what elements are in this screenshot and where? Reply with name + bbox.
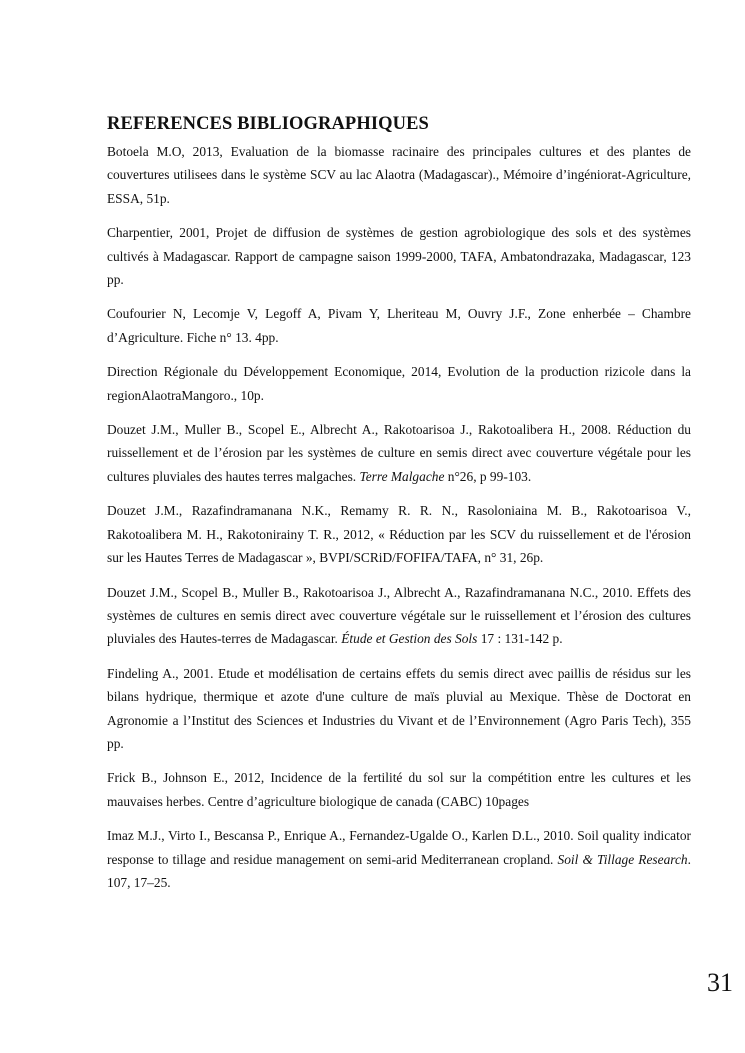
reference-entry [107,581,691,651]
reference-entry [107,499,691,569]
reference-text: Botoela M.O, 2013, Evaluation de la biomasse racinaire des principales cultures et des plantes de couvertures utilisees dans le système SCV au lac Alaotra (Madagascar)., Mémoire d’ingéniorat-Agriculture, ESSA, 51p. [107,144,691,206]
reference-text: Frick B., Johnson E., 2012, Incidence de la fertilité du sol sur la compétition entre les cultures et les mauvaises herbes. Centre d’agriculture biologique de canada (CABC) 10pages [107,770,691,809]
reference-entry [107,360,691,407]
reference-text: Findeling A., 2001. Etude et modélisation de certains effets du semis direct avec paillis de résidus sur les bilans hydrique, thermique et azote d'une culture de maïs pluvial au Mexique. Thèse de Doctorat en Agronomie a l’Institut des Sciences et Industries du Vivant et de l’Environnement (Agro Paris Tech), 355 pp. [107,665,691,751]
reference-entry [107,140,691,210]
reference-suffix: n°26, p 99-103. [444,468,532,484]
reference-entry [107,302,691,349]
page-number: 31 [707,968,733,997]
reference-text: Charpentier, 2001, Projet de diffusion de systèmes de gestion agrobiologique des sols et des systèmes cultivés à Madagascar. Rapport de campagne saison 1999-2000, TAFA, Ambatondrazaka, Madagascar, 123 pp. [107,225,691,288]
journal-title: Étude et Gestion des Sols [341,631,478,647]
reference-entry [107,662,691,756]
section-heading: REFERENCES BIBLIOGRAPHIQUES [107,114,429,134]
journal-title: Soil & Tillage Research [557,851,688,867]
reference-entry [107,766,691,813]
reference-text: Coufourier N, Lecomje V, Legoff A, Pivam Y, Lheriteau M, Ouvry J.F., Zone enherbée – Chambre d’Agriculture. Fiche n° 13. 4pp. [107,306,691,345]
reference-entry [107,221,691,291]
reference-text: Douzet J.M., Razafindramanana N.K., Remamy R. R. N., Rasoloniaina M. B., Rakotoarisoa V., Rakotoalibera M. H., Rakotonirainy T. R., 2012, « Réduction par les SCV du ruissellement et de l'érosion sur les Hautes Terres de Madagascar », BVPI/SCRiD/FOFIFA/TAFA, n° 31, 26p. [107,503,691,566]
references-page [107,112,691,905]
reference-text: Imaz M.J., Virto I., Bescansa P., Enrique A., Fernandez-Ugalde O., Karlen D.L., 2010. Soil quality indicator response to tillage and residue management on semi-arid Mediterranean cropland. [107,828,691,867]
journal-title: Terre Malgache [359,468,445,484]
reference-text: Douzet J.M., Muller B., Scopel E., Albrecht A., Rakotoarisoa J., Rakotoalibera H., 2008. Réduction du ruissellement et de l’érosion par les systèmes de culture en semis direct avec couverture végétale pour les cultures pluviales des hautes terres malgaches. [107,422,691,484]
reference-suffix: . 107, 17–25. [107,851,691,890]
reference-text: Douzet J.M., Scopel B., Muller B., Rakotoarisoa J., Albrecht A., Razafindramanana N.C., 2010. Effets des systèmes de cultures en semis direct avec couverture végétale sur le ruissellement et l’érosion des cultures pluviales des Hautes-terres de Madagascar. [107,584,691,647]
reference-text: Direction Régionale du Développement Economique, 2014, Evolution de la production rizicole dans la regionAlaotraMangoro., 10p. [107,364,691,403]
reference-entry [107,824,691,894]
reference-suffix: 17 : 131-142 p. [477,631,563,647]
reference-entry [107,418,691,488]
